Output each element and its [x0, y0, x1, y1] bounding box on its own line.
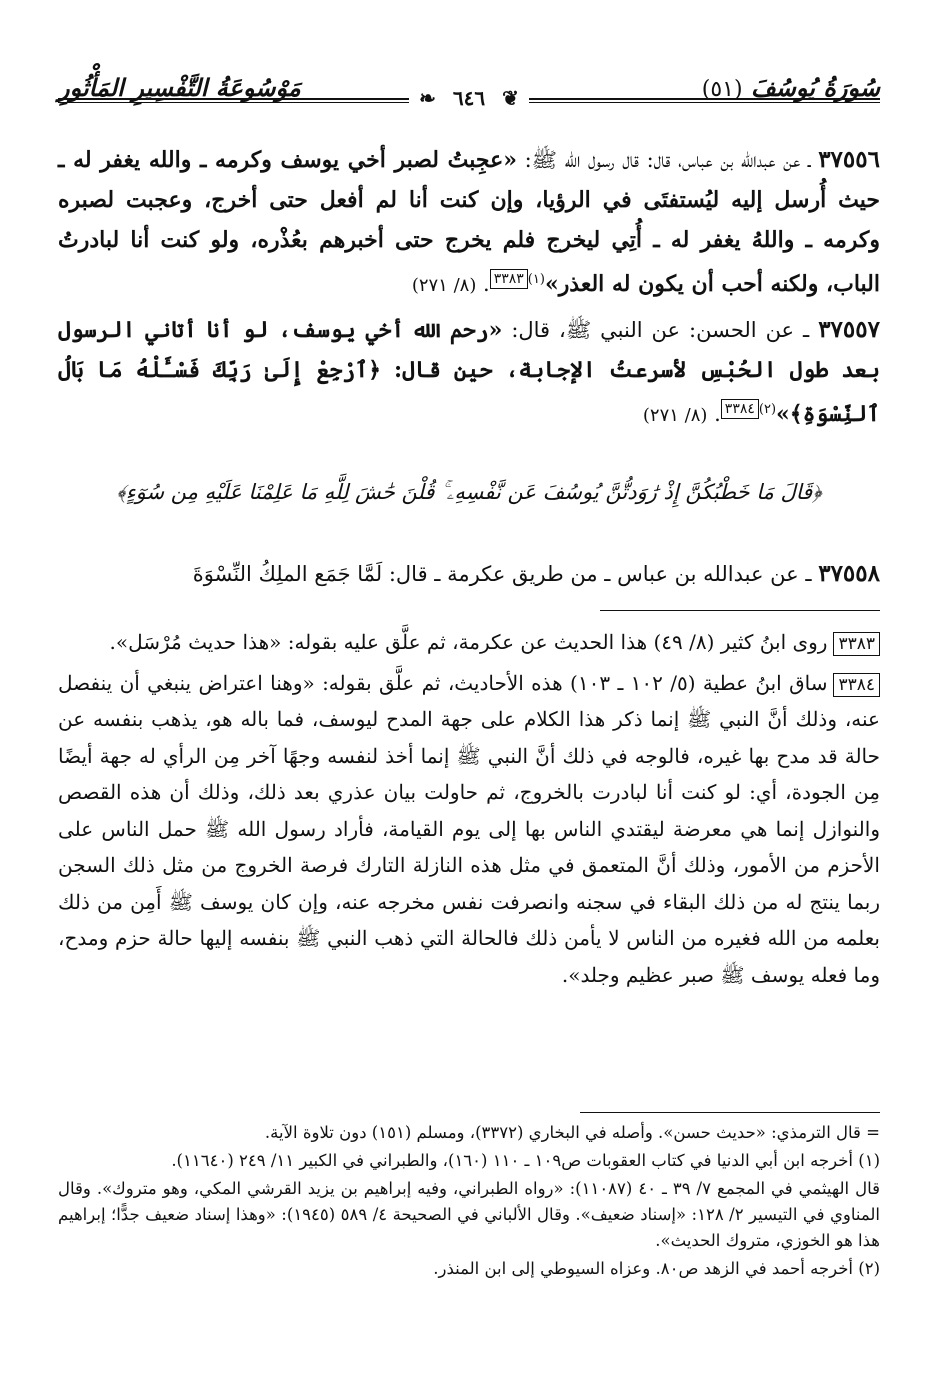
page-number: ❦ ٦٤٦ ❧ [0, 86, 938, 110]
page-number-value: ٦٤٦ [443, 86, 495, 110]
comment-3383 [58, 624, 880, 661]
encyclopedia-title: مَوْسُوعَةُ التَّفْسِيرِ المَأْثُورِ [58, 73, 301, 102]
entry-number: ٣٧٥٥٨ [818, 560, 880, 587]
entry-intro: ـ عن عبدالله بن عباس، قال: قال رسول الله ﷺ: [524, 148, 811, 172]
entry-quote: «عجِبتُ لصبر أخي يوسف وكرمه ـ والله يغفر له ـ حيث أُرسل إليه ليُستفتَى في الرؤيا، وإن كنت أنا لم أفعل حتى أخرج، وعجبت لصبره وكرمه ـ واللهُ يغفر له ـ أُتِي ليخرج فلم يخرج حتى أخبرهم بعُذْره، ولو كنت أنا لبادرتُ الباب، ولكنه أحب أن يكون له العذر» [58, 147, 880, 297]
comment-ref-box: ٣٣٨٤ [833, 673, 880, 697]
comment-text: روى ابنُ كثير (٨/ ٤٩) هذا الحديث عن عكرمة، ثم علَّق عليه بقوله: «هذا حديث مُرْسَل». [109, 630, 828, 654]
footnote-2: (٢) أخرجه أحمد في الزهد ص٨٠. وعزاه السيوطي إلى ابن المنذر. [433, 1259, 880, 1278]
footnotes-section [58, 1120, 880, 1284]
comments-separator [600, 610, 880, 611]
footnote-continued: = قال الترمذي: «حديث حسن». وأصله في البخاري (٣٣٧٢)، ومسلم (١٥١) دون تلاوة الآية. [264, 1123, 880, 1142]
comment-text: ساق ابنُ عطية (٥/ ١٠٢ ـ ١٠٣) هذه الأحاديث، ثم علَّق بقوله: «وهنا اعتراض ينبغي أن ينفصل عنه، وذلك أنَّ النبي ﷺ إنما ذكر هذا الكلام على جهة المدح ليوسف، فما باله هو، يذهب بنفسه عن حالة قد مدح بها غيره، فالوجه في ذلك أنَّ النبي ﷺ إنما أخذ لنفسه وجهًا آخر مِن الرأي له جهة أيضًا مِن الجودة، أي: لو كنت أنا لبادرت بالخروج، ثم حاولت بيان عذري بعد ذلك، وذلك أن هذه القصص والنوازل إنما هي معرضة ليقتدي الناس بها إلى يوم القيامة، فأراد رسول الله ﷺ حمل الناس على الأحزم من الأمور، وذلك أنَّ المتعمق في مثل هذه النازلة التارك فرصة الخروج من مثل ذلك السجن ربما ينتج له من ذلك البقاء في سجنه وانصرفت نفس مخرجه عنه، وإن كان يوسف ﷺ أَمِن من ذلك بعلمه من الله فغيره من الناس لا يأمن ذلك فالحالة التي ذهب النبي ﷺ بنفسه إليها حالة حزم ومدح، وما فعله يوسف ﷺ صبر عظيم وجلد». [58, 670, 880, 987]
entry-text: ـ عن عبدالله بن عباس ـ من طريق عكرمة ـ قال: لَمَّا جَمَع الملِكُ النِّسْوَةَ [192, 562, 812, 586]
volume-citation: (٨/ ٢٧١) [411, 275, 477, 296]
volume-citation: (٨/ ٢٧١) [642, 405, 708, 426]
comments-section [58, 624, 880, 997]
footnote-1: (١) أخرجه ابن أبي الدنيا في كتاب العقوبات ص١٠٩ ـ ١١٠ (١٦٠)، والطبراني في الكبير ١١/ ٢٤٩ (١١٦٤٠). [171, 1151, 880, 1170]
entry-37557: ٣٧٥٥٧ ـ عن الحسن: عن النبي ﷺ، قال: «رحم الله أخي يوسف، لو أنا أتاني الرسول بعد طول الحُبْسِ لأسرعتُ الإجابة، حين قال: ﴿ٱرْجِعْ إِلَىٰ رَبِّكَ فَسْـَٔلْهُ مَا بَالُ ٱلنِّسْوَةِ﴾»$^{(٢)}$٣٣٨٤. (٨/ ٢٧١) [58, 316, 880, 427]
comment-3384 [58, 665, 880, 994]
comment-ref-box: ٣٣٨٤ [721, 399, 759, 419]
footnotes-separator [580, 1112, 880, 1113]
main-text [58, 140, 880, 440]
entry-37556: ٣٧٥٥٦ ـ عن عبدالله بن عباس، قال: قال رسول الله ﷺ: «عجِبتُ لصبر أخي يوسف وكرمه ـ والله يغفر له ـ حيث أُرسل إليه ليُستفتَى في الرؤيا، وإن كنت أنا لم أفعل حتى أخرج، وعجبت لصبره وكرمه ـ واللهُ يغفر له ـ أُتِي ليخرج فلم يخرج حتى أخبرهم بعُذْره، ولو كنت أنا لبادرتُ الباب، ولكنه أحب أن يكون له العذر»$^{(١)}$٣٣٨٣. (٨/ ٢٧١) [58, 146, 880, 297]
entry-number: ٣٧٥٥٦ [818, 146, 880, 173]
footnote-marker: (١) [527, 272, 545, 287]
comment-ref-box: ٣٣٨٣ [833, 632, 880, 656]
entry-number: ٣٧٥٥٧ [818, 316, 880, 343]
entry-37558 [58, 554, 880, 594]
surah-number: (٥١) [701, 77, 743, 102]
footnote-marker: (٢) [758, 402, 777, 417]
quran-verse: ﴿قَالَ مَا خَطْبُكُنَّ إِذْ رَٰوَدتُّنَّ يُوسُفَ عَن نَّفْسِهِۦ ۚ قُلْنَ حَٰشَ لِلَّهِ مَا عَلِمْنَا عَلَيْهِ مِن سُوٓءٍ﴾ [116, 480, 822, 504]
entry-quote: «رحم الله أخي يوسف، لو أنا أتاني الرسول بعد طول الحُبْسِ لأسرعتُ الإجابة، حين قال: ﴿ٱرْجِعْ إِلَىٰ رَبِّكَ فَسْـَٔلْهُ مَا بَالُ ٱلنِّسْوَةِ﴾» [58, 317, 880, 427]
footnote-1-cont: قال الهيثمي في المجمع ٧/ ٣٩ ـ ٤٠ (١١٠٨٧): «رواه الطبراني، وفيه إبراهيم بن يزيد القرشي المكي، وهو متروك». وقال المناوي في التيسير ٢/ ١٢٨: «إسناد ضعيف». وقال الألباني في الصحيحة ٤/ ٥٨٩ (١٩٤٥): «وهذا إسناد ضعيف جدًّا؛ إبراهيم هذا هو الخوزي، متروك الحديث». [58, 1179, 881, 1250]
entry-intro: ـ عن الحسن: عن النبي ﷺ، قال: [511, 318, 810, 342]
comment-ref-box: ٣٣٨٣ [490, 269, 528, 289]
surah-name: سُورَةُ يُوسُفَ [750, 73, 880, 102]
